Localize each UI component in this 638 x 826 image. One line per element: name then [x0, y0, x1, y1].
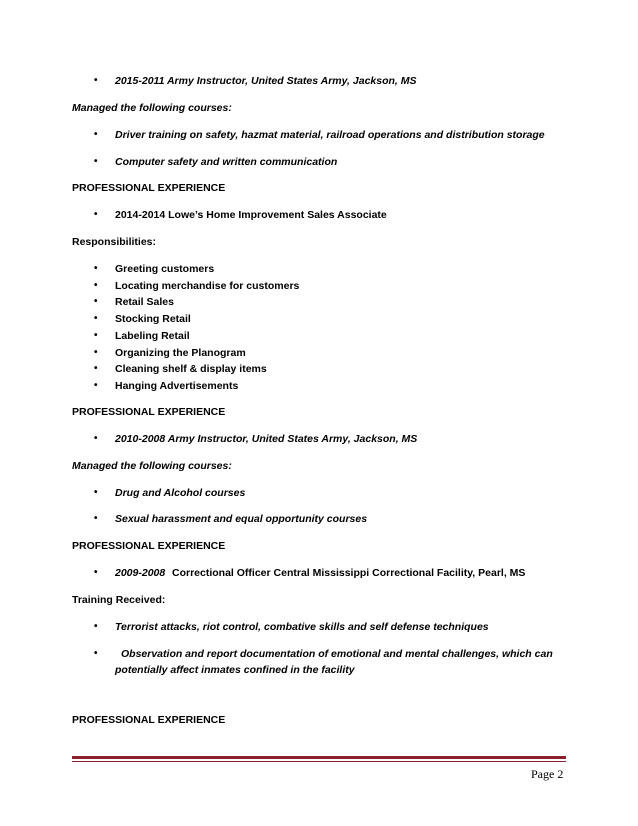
course-item: Sexual harassment and equal opportunity courses	[115, 513, 368, 525]
responsibility-item: Labeling Retail	[115, 330, 190, 342]
footer-rule	[72, 761, 566, 762]
bullet: •	[94, 296, 98, 307]
responsibility-item: Retail Sales	[115, 296, 174, 308]
job-entry-army-2010: 2010-2008 Army Instructor, United States Army, Jackson, MS	[115, 433, 418, 445]
bullet: •	[94, 209, 98, 220]
job-entry-army-2015: 2015-2011 Army Instructor, United States Army, Jackson, MS	[115, 75, 417, 87]
course-item: Drug and Alcohol courses	[115, 487, 246, 499]
page-number: Page 2	[531, 767, 564, 781]
section-label: Managed the following courses:	[72, 102, 232, 114]
section-label: Managed the following courses:	[72, 460, 232, 472]
course-item: Driver training on safety, hazmat material, railroad operations and distribution storage	[115, 129, 545, 141]
responsibility-item: Locating merchandise for customers	[115, 280, 300, 292]
bullet: •	[94, 129, 98, 140]
section-label: Responsibilities:	[72, 236, 157, 248]
bullet: •	[94, 513, 98, 524]
bullet: •	[94, 363, 98, 374]
section-heading: PROFESSIONAL EXPERIENCE	[72, 182, 226, 194]
bullet: •	[94, 380, 98, 391]
section-heading: PROFESSIONAL EXPERIENCE	[72, 406, 226, 418]
bullet: •	[94, 330, 98, 341]
section-label: Training Received:	[72, 594, 166, 606]
training-item-continued: potentially affect inmates confined in the facility	[115, 664, 355, 676]
bullet: •	[94, 280, 98, 291]
bullet: •	[94, 263, 98, 274]
responsibility-item: Greeting customers	[115, 263, 215, 275]
bullet: •	[94, 156, 98, 167]
responsibility-item: Organizing the Planogram	[115, 347, 246, 359]
job-entry-lowes: 2014-2014 Lowe’s Home Improvement Sales Associate	[115, 209, 387, 221]
section-heading: PROFESSIONAL EXPERIENCE	[72, 540, 226, 552]
training-item: Observation and report documentation of emotional and mental challenges, which can	[121, 648, 553, 660]
section-heading: PROFESSIONAL EXPERIENCE	[72, 714, 226, 726]
responsibility-item: Stocking Retail	[115, 313, 191, 325]
bullet: •	[94, 347, 98, 358]
training-item: Terrorist attacks, riot control, combative skills and self defense techniques	[115, 621, 489, 633]
bullet: •	[94, 75, 98, 86]
bullet: •	[94, 433, 98, 444]
responsibility-item: Cleaning shelf & display items	[115, 363, 267, 375]
job-entry-correctional: Correctional Officer Central Mississippi Correctional Facility, Pearl, MS	[172, 567, 526, 579]
bullet: •	[94, 621, 98, 632]
bullet: •	[94, 648, 98, 659]
bullet: •	[94, 487, 98, 498]
job-dates-correctional: 2009-2008	[115, 567, 166, 579]
bullet: •	[94, 313, 98, 324]
bullet: •	[94, 567, 98, 578]
footer-rule	[72, 756, 566, 759]
responsibility-item: Hanging Advertisements	[115, 380, 239, 392]
course-item: Computer safety and written communication	[115, 156, 338, 168]
